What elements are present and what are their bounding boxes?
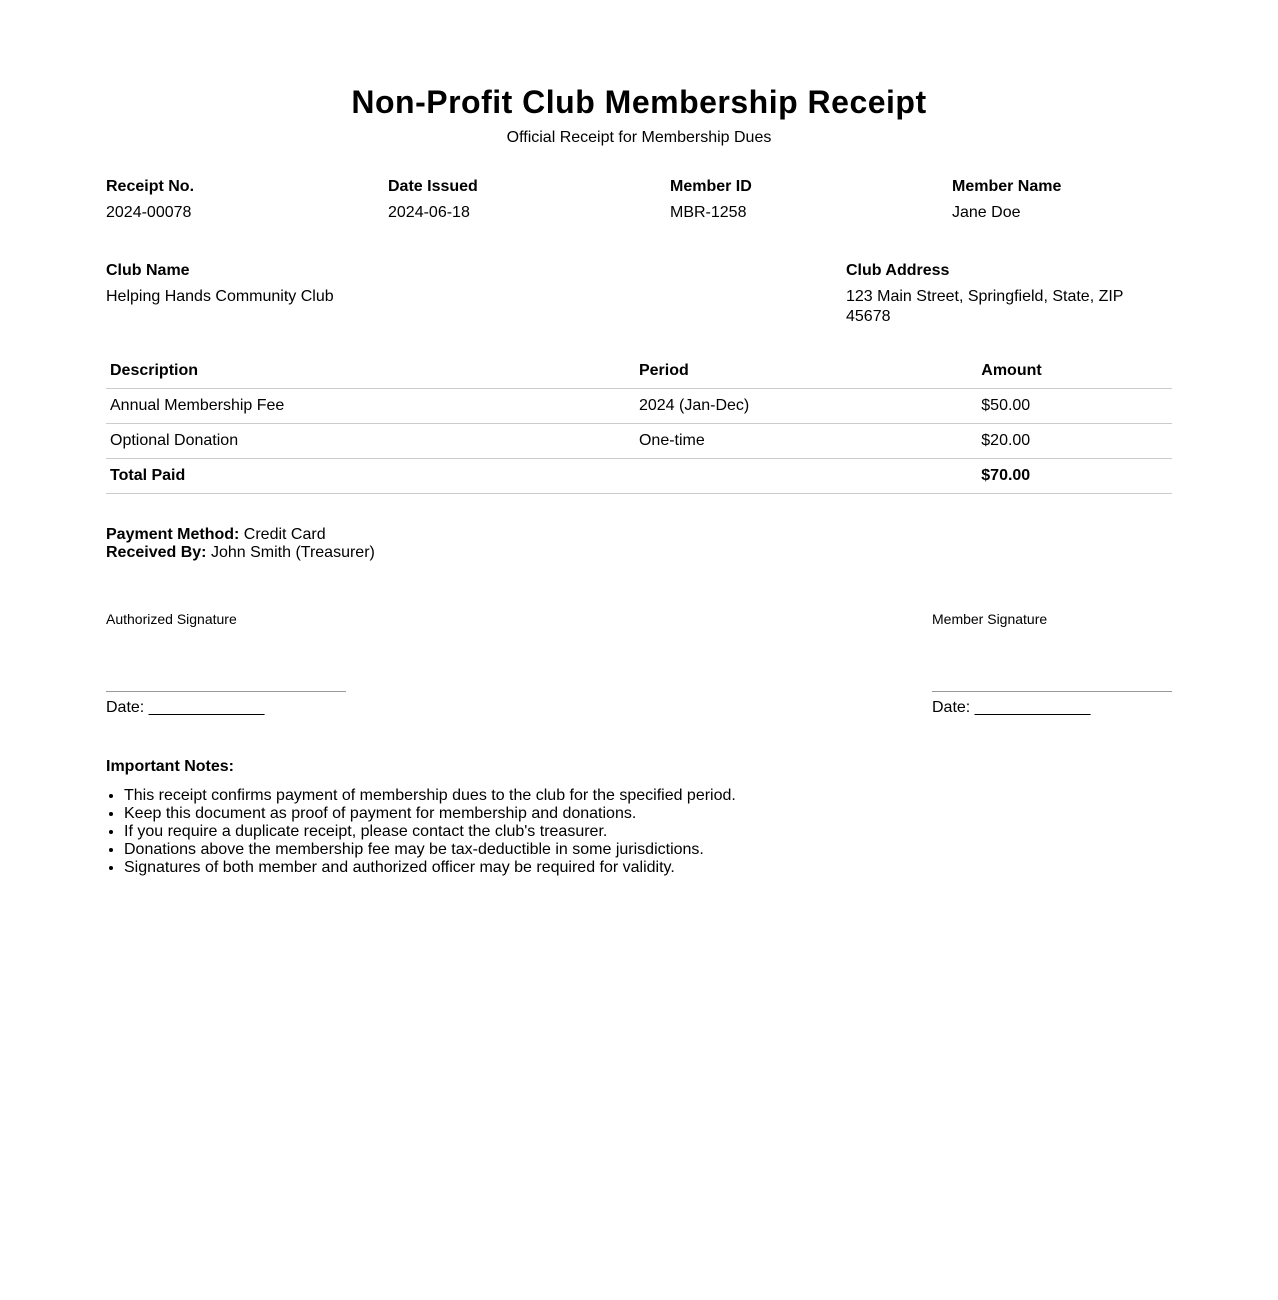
authorized-signature-label: Authorized Signature <box>106 611 237 627</box>
payment-details <box>106 526 375 562</box>
column-header-amount: Amount <box>977 354 1172 389</box>
payment-method-line <box>106 526 375 544</box>
total-row <box>106 459 1172 494</box>
list-item: • This receipt confirms payment of membership dues to the club for the specified period. <box>124 787 1124 805</box>
member-id-label: Member ID <box>670 178 752 195</box>
payment-items-table <box>106 354 1172 494</box>
member-signature-date: Date: _____________ <box>932 699 1091 716</box>
receipt-number-value: 2024-00078 <box>106 204 192 221</box>
club-name-value: Helping Hands Community Club <box>106 288 334 305</box>
column-header-description: Description <box>106 354 635 389</box>
list-item: • Keep this document as proof of payment for membership and donations. <box>124 805 1124 823</box>
receipt-subtitle: Official Receipt for Membership Dues <box>506 129 772 146</box>
total-label: Total Paid <box>106 459 635 494</box>
receipt-number-field <box>106 177 194 223</box>
row-description: Annual Membership Fee <box>106 389 635 424</box>
member-signature-block <box>932 610 1172 718</box>
receipt-title: Non-Profit Club Membership Receipt <box>351 84 927 120</box>
date-issued-field <box>388 177 478 223</box>
payment-method-value: Credit Card <box>243 526 326 543</box>
member-signature-label: Member Signature <box>932 611 1048 627</box>
received-by-line <box>106 544 375 562</box>
row-description: Optional Donation <box>106 424 635 459</box>
authorized-signature-line <box>106 691 346 692</box>
club-address-value: 123 Main Street, Springfield, State, ZIP 45678 <box>846 288 1124 325</box>
date-issued-label: Date Issued <box>388 178 478 195</box>
club-address-label: Club Address <box>846 262 950 279</box>
table-row <box>106 424 1172 459</box>
total-period <box>635 459 977 494</box>
authorized-signature-block <box>106 610 346 718</box>
member-id-value: MBR-1258 <box>670 204 747 221</box>
row-amount: $20.00 <box>977 424 1172 459</box>
notes-title: Important Notes: <box>106 758 234 775</box>
received-by-label: Received By: <box>106 544 207 561</box>
member-name-label: Member Name <box>952 178 1062 195</box>
payment-method-label: Payment Method: <box>106 526 240 543</box>
row-period: One-time <box>635 424 977 459</box>
club-address-field <box>846 261 1172 327</box>
table-row <box>106 389 1172 424</box>
column-header-period: Period <box>635 354 977 389</box>
authorized-signature-date: Date: _____________ <box>106 699 265 716</box>
list-item: • Donations above the membership fee may be tax-deductible in some jurisdictions. <box>124 841 1124 859</box>
row-amount: $50.00 <box>977 389 1172 424</box>
notes-list <box>106 787 1124 877</box>
received-by-value: John Smith (Treasurer) <box>210 544 375 561</box>
member-name-value: Jane Doe <box>952 204 1021 221</box>
list-item: • If you require a duplicate receipt, please contact the club's treasurer. <box>124 823 1124 841</box>
row-period: 2024 (Jan-Dec) <box>635 389 977 424</box>
club-name-field <box>106 261 334 307</box>
receipt-number-label: Receipt No. <box>106 178 195 195</box>
member-signature-line <box>932 691 1172 692</box>
date-issued-value: 2024-06-18 <box>388 204 470 221</box>
list-item: • Signatures of both member and authorized officer may be required for validity. <box>124 859 1124 877</box>
table-header-row <box>106 354 1172 389</box>
member-name-field <box>952 177 1061 223</box>
member-id-field <box>670 177 752 223</box>
total-amount: $70.00 <box>977 459 1172 494</box>
club-name-label: Club Name <box>106 262 190 279</box>
